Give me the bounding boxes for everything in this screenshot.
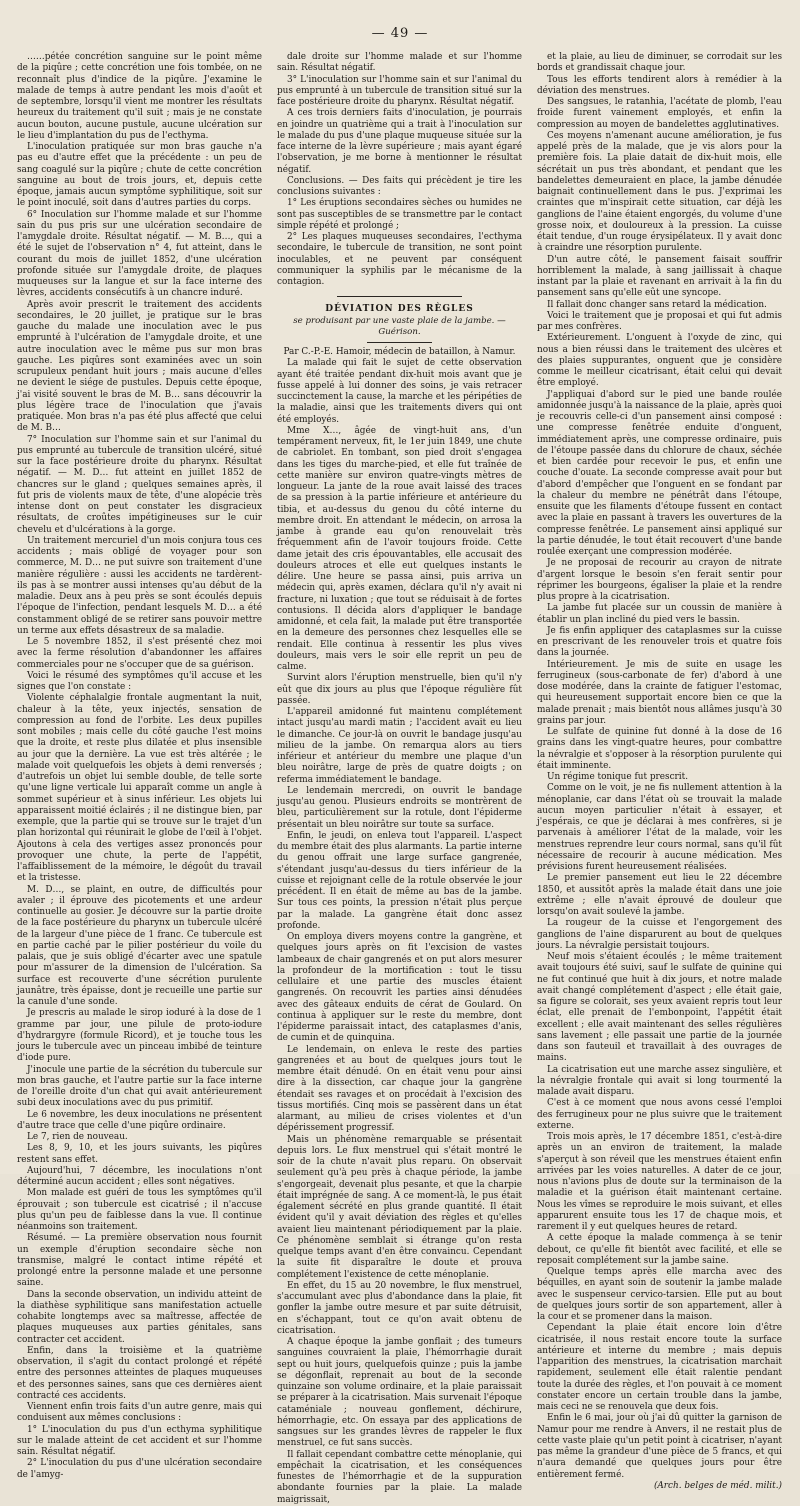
paragraph: 6° Inoculation sur l'homme malade et sur l'homme sain du pus pris sur une ulcération secondaire de l'amygdale droite. Résultat négatif. — M. B…, qui a été le sujet de l'observation n° 4, fut atteint, dans le courant du mois de juillet 1852, d'une ulcération profonde située sur l'amygdale droite, de plaques muqueuses sur la langue et sur la face interne des lèvres, accidents consécutifs à un chancre induré. [17,209,262,299]
paragraph: L'inoculation pratiquée sur mon bras gauche n'a pas eu d'autre effet que la précédente : un peu de sang coagulé sur la piqûre ; chute de cette concrétion sanguine au bout de trois jours, et, depuis cette époque, jamais aucun symptôme syphilitique, soit sur le point inoculé, soit dans d'autres parties du corps. [17,142,262,209]
paragraph: Je fis enfin appliquer des cataplasmes sur la cuisse en prescrivant de les renouveler trois et quatre fois dans la journée. [537,625,782,659]
paragraph: 3° L'inoculation sur l'homme sain et sur l'animal du pus emprunté à un tubercule de transition situé sur la face postérieure droite du pharynx. Résultat négatif. [277,74,522,107]
paragraph: Trois mois après, le 17 décembre 1851, c'est-à-dire après un an environ de traitement, la malade s'aperçut à son réveil que les menstrues étaient enfin arrivées par les voies naturelles. A dater de ce jour, nous n'avions plus de doute sur la terminaison de la maladie et la guérison était maintenant certaine. Nous les vîmes se reproduire le mois suivant, et elles apparurent ensuite tous les 17 de chaque mois, et rarement il y eut quelques heures de retard. [537,1132,782,1232]
paragraph: C'est à ce moment que nous avons cessé l'emploi des ferrugineux pour ne plus suivre que le traitement externe. [537,1098,782,1131]
paragraph: Le lendemain, on enleva le reste des parties gangrenées et au bout de quelques jours tout le membre était dénudé. On en était venu pour ainsi dire à la dissection, car chaque jour la gangrène étendait ses ravages et on procédait à l'excision des tissus mortifiés. Cinq mois se passèrent dans un état alarmant, au milieu de crises violentes et d'un dépérissement progressif. [277,1044,522,1134]
paragraph: Le 7, rien de nouveau. [27,1132,128,1142]
paragraph: La malade qui fait le sujet de cette observation ayant été traitée pendant dix-huit mois avant que je fusse appelé à lui donner des soins, je vais retracer succinctement la cause, la marche et les péripéties de la maladie, ainsi que les traitements divers qui ont été employés. [277,358,522,425]
paragraph: Extérieurement. L'onguent à l'oxyde de zinc, qui nous a bien réussi dans le traitement des ulcères et des plaies suppurantes, onguent que je considère comme le meilleur cicatrisant, était celui qui devait être employé. [537,333,782,389]
paragraph: Voici le traitement que je proposai et qui fut admis par mes confrères. [537,310,782,332]
paragraph: Un traitement mercuriel d'un mois conjura tous ces accidents ; mais obligé de voyager pour son commerce, M. D… ne put suivre son traitement d'une manière régulière : aussi les accidents ne tardèrent-ils pas à se montrer aussi intenses qu'au début de la maladie. Deux ans à peu près se sont écoulés depuis l'époque de l'infection, pendant lesquels M. D… a été constamment obligé de se retirer sans pouvoir mettre un terme aux effets désastreux de sa maladie. [17,535,262,636]
article-author: Par C.-P.-E. Hamoir, médecin de bataillon, à Namur. [283,347,516,357]
paragraph: M. D…, se plaint, en outre, de difficultés pour avaler ; il éprouve des picotements et une ardeur continuelle au gosier. Je découvre sur la partie droite de la face postérieure du pharynx un tubercule ulcéré de la largeur d'une pièce de 1 franc. Ce tubercule est en partie caché par le pilier postérieur du voile du palais, que je suis obligé d'écarter avec une spatule pour m'assurer de la dimension de l'ulcération. Sa surface est recouverte d'une sécrétion purulente jaunâtre, très épaisse, dont je recueille une partie sur la canule d'une sonde. [17,884,262,1007]
article-body [277,358,522,1506]
paragraph: La rougeur de la cuisse et l'engorgement des ganglions de l'aine disparurent au bout de quelques jours. La névralgie persistait toujours. [537,918,782,951]
paragraph: J'appliquai d'abord sur le pied une bande roulée amidonnée jusqu'à la naissance de la plaie, après quoi je recouvris celle-ci d'un pansement ainsi composé : une compresse fenêtrée enduite d'onguent, immédiatement après, une compresse ordinaire, puis de l'étoupe passée dans du chlorure de chaux, séchée et bien cardée pour recevoir le pus, et enfin une couche d'ouate. La seconde compresse avait pour but d'abord d'empêcher que l'onguent en se fondant par la chaleur du membre ne pénétrât dans l'étoupe, ensuite que les filaments d'étoupe fussent en contact avec la plaie en passant à travers les ouvertures de la compresse fenêtrée. Le pansement ainsi appliqué sur la partie dénudée, le tout était recouvert d'une bande roulée exerçant une compression modérée. [537,389,782,557]
paragraph: La cicatrisation eut une marche assez singulière, et la névralgie frontale qui avait si long tourmenté la malade avait disparu. [537,1064,782,1097]
paragraph: 1° Les éruptions secondaires sèches ou humides ne sont pas susceptibles de se transmettre par le contact simple répété et prolongé ; [277,198,522,231]
source-citation: (Arch. belges de méd. milit.) [653,1480,782,1491]
paragraph: Tous les efforts tendirent alors à remédier à la déviation des menstrues. [537,74,782,96]
paragraph: L'appareil amidonné fut maintenu complétement intact jusqu'au mardi matin ; l'accident avait eu lieu le dimanche. Ce jour-là on ouvrit le bandage jusqu'au milieu de la jambe. On remarqua alors au tiers inférieur et antérieur du membre une plaque d'un bleu noirâtre, large de près de quatre doigts ; on referma immédiatement le bandage. [277,707,522,785]
paragraph: Survint alors l'éruption menstruelle, bien qu'il n'y eût que dix jours au plus que l'époque régulière fût passée. [277,673,522,706]
paragraph: Mais un phénomène remarquable se présentait depuis lors. Le flux menstruel qui s'était montré le soir de la chute n'avait plus reparu. On observait seulement qu'à peu près à chaque période, la jambe s'engorgeait, devenait plus pesante, et que la charpie était imprégnée de sang. A ce moment-là, le pus était également sécrété en plus grande quantité. Il était évident qu'il y avait déviation des règles et qu'elles avaient lieu maintenant périodiquement par la plaie. Ce phénomène semblait si étrange qu'on resta quelque temps avant d'en être convaincu. Cependant la suite fit disparaître le doute et prouva complétement l'existence de cette ménoplanie. [277,1134,522,1280]
paragraph: Dans la seconde observation, un individu atteint de la diathèse syphilitique sans manifestation actuelle cohabite longtemps avec sa maîtresse, affectée de plaques muqueuses aux parties génitales, sans contracter cet accident. [17,1289,262,1345]
paragraph: Comme on le voit, je ne fis nullement attention à la ménoplanie, car dans l'état où se trouvait la malade aucun moyen particulier n'était à essayer, et j'espérais, ce que je déclarai à mes confrères, si je parvenais à améliorer l'état de la malade, voir les menstrues reprendre leur cours normal, sans qu'il fût nécessaire de recourir à aucune médication. Mes prévisions furent heureusement réalisées. [537,783,782,872]
paragraph: 7° Inoculation sur l'homme sain et sur l'animal du pus emprunté au tubercule de transition ulcéré, situé sur la face postérieure droite du pharynx. Résultat négatif. — M. D… fut atteint en juillet 1852 de chancres sur le gland ; quelques semaines après, il fut pris de violents maux de tête, d'une alopécie très intense dont on peut constater les disgracieux résultats, de croûtes impétigineuses sur le cuir chevelu et d'ulcérations à la gorge. [17,434,262,535]
paragraph: dale droite sur l'homme malade et sur l'homme sain. Résultat négatif. [277,52,522,74]
paragraph: Mon malade est guéri de tous les symptômes qu'il éprouvait ; son tubercule est cicatrisé ; il n'accuse plus qu'un peu de faiblesse dans la vue. Il continue néanmoins son traitement. [17,1188,262,1232]
paragraph: Intérieurement. Je mis de suite en usage les ferrugineux (sous-carbonate de fer) d'abord à une dose modérée, dans la crainte de fatiguer l'estomac, qui heureusement supportait encore bien ce que la malade prenait ; mais bientôt nous allâmes jusqu'à 30 grains par jour. [537,659,782,726]
article-subtitle: se produisant par une vaste plaie de la jambe. — Guérison. [293,315,506,337]
paragraph: ……pétée concrétion sanguine sur le point même de la piqûre ; cette concrétion une fois tombée, on ne reconnaît plus d'indice de la piqûre. J'examine le malade de temps à autre pendant les mois d'août et de septembre, lorsqu'il vient me montrer les résultats heureux du traitement qu'il suit ; mais je ne constate aucun bouton, aucune pustule, aucune ulcération sur le lieu d'implantation du pus de l'ecthyma. [17,52,262,141]
paragraph: Des sangsues, le ratanhia, l'acétate de plomb, l'eau froide furent vainement employés, et enfin la compression au moyen de bandelettes agglutinatives. [537,97,782,130]
paragraph: Après avoir prescrit le traitement des accidents secondaires, le 20 juillet, je pratique sur le bras gauche du malade une inoculation avec le pus emprunté à l'ulcération de l'amygdale droite, et une autre inoculation avec le même pus sur mon bras gauche. Les piqûres sont examinées avec un soin scrupuleux pendant huit jours ; mais aucune d'elles ne devient le siége de pustules. Depuis cette époque, j'ai visité souvent le bras de M. B… sans découvrir la plus légère trace de l'inoculation que j'avais pratiquée. Mon bras n'a pas été plus affecté que celui de M. B… [17,299,262,434]
paragraph: Ces moyens n'amenant aucune amélioration, je fus appelé près de la malade, que je vis alors pour la première fois. La plaie datait de dix-huit mois, elle sécrétait un pus très abondant, et pendant que les bandelettes demeuraient en place, la jambe dénudée baignait continuellement dans le pus. J'exprimai les craintes que m'inspirait cette situation, car déjà les ganglions de l'aine étaient engorgés, du volume d'une grosse noix, et douloureux à la pression. La cuisse était tendue, d'un rouge érysipélateux. Il y avait donc à craindre une résorption purulente. [537,130,782,254]
paragraph: Enfin le 6 mai, jour où j'ai dû quitter la garnison de Namur pour me rendre à Anvers, il ne restait plus de cette vaste plaie qu'un petit point à cicatriser, n'ayant pas même la grandeur d'une pièce de 5 francs, et qui n'aura demandé que quelques jours pour être entièrement fermé. [537,1413,782,1480]
article-body-continued [537,52,782,1481]
paragraph: et la plaie, au lieu de diminuer, se corrodait sur les bords et grandissait chaque jour. [537,52,782,74]
paragraph: Le 6 novembre, les deux inoculations ne présentent d'autre trace que celle d'une piqûre ordinaire. [17,1109,262,1131]
paragraph: A ces trois derniers faits d'inoculation, je pourrais en joindre un quatrième qui a trait à l'inoculation sur le malade du pus d'une plaque muqueuse située sur la face interne de la lèvre supérieure ; mais ayant égaré l'observation, je me borne à mentionner le résultat négatif. [277,108,522,175]
paragraph: Voici le résumé des symptômes qu'il accuse et les signes que l'on constate : [17,670,262,692]
paragraph: Le premier pansement eut lieu le 22 décembre 1850, et aussitôt après la malade était dans une joie extrême ; elle n'avait éprouvé de douleur que lorsqu'on avait soulevé la jambe. [537,873,782,917]
paragraph: Un régime tonique fut prescrit. [547,772,689,782]
paragraph: Je prescris au malade le sirop ioduré à la dose de 1 gramme par jour, une pilule de proto-iodure d'hydrargyre (formule Ricord), et je touche tous les jours le tubercule avec un pinceau imbibé de teinture d'iode pure. [17,1008,262,1064]
section-divider [337,296,462,297]
paragraph: 1° L'inoculation du pus d'un ecthyma syphilitique sur le malade atteint de cet accident et sur l'homme sain. Résultat négatif. [17,1424,262,1457]
section-divider [367,342,432,343]
paragraph: Le sulfate de quinine fut donné à la dose de 16 grains dans les vingt-quatre heures, pour combattre la névralgie et s'opposer à la résorption purulente qui était imminente. [537,727,782,771]
paragraph: Enfin, dans la troisième et la quatrième observation, il s'agit du contact prolongé et répété entre des personnes atteintes de plaques muqueuses et des personnes saines, sans que ces dernières aient contracté ces accidents. [17,1345,262,1401]
paragraph: Quelque temps après elle marcha avec des béquilles, en ayant soin de soutenir la jambe malade avec le suspenseur cervico-tarsien. Elle put au bout de quelques jours sortir de son appartement, aller à la cour et se promener dans la maison. [537,1267,782,1322]
paragraph: Le 5 novembre 1852, il s'est présenté chez moi avec la ferme résolution d'abandonner les affaires commerciales pour ne s'occuper que de sa guérison. [17,637,262,670]
paragraph: Le lendemain mercredi, on ouvrit le bandage jusqu'au genou. Plusieurs endroits se montrèrent de bleu, particulièrement sur la rotule, dont l'épiderme présentait un bleu noirâtre sur toute sa surface. [277,785,522,830]
paragraph: Viennent enfin trois faits d'un autre genre, mais qui conduisent aux mêmes conclusions : [17,1402,262,1424]
conclusions-section [277,52,522,288]
paragraph: Il fallait cependant combattre cette ménoplanie, qui empêchait la cicatrisation, et les conséquences funestes de l'hémorrhagie et de la suppuration abondante fournies par la plaie. La malade maigrissait, [277,1449,522,1505]
paragraph: Je ne proposai de recourir au crayon de nitrate d'argent lorsque le besoin s'en ferait sentir pour réprimer les bourgeons, égaliser la plaie et la rendre plus propre à la cicatrisation. [537,558,782,602]
column-right [537,52,782,1492]
paragraph: Aujourd'hui, 7 décembre, les inoculations n'ont déterminé aucun accident ; elles sont négatives. [17,1165,262,1187]
paragraph: Mme X…, âgée de vingt-huit ans, d'un tempérament nerveux, fit, le 1er juin 1849, une chute de cabriolet. En tombant, son pied droit s'engagea dans les tiges du marche-pied, et elle fut traînée de cette manière sur environ quatre-vingts mètres de longueur. La jante de la roue avait laissé des traces de sa pression à la partie inférieure et antérieure du tibia, et au-dessus du genou du côté interne du membre droit. En attendant le médecin, on arrosa la jambe à grande eau qu'on renouvelait très fréquemment afin de l'avoir toujours froide. Cette dame jetait des cris épouvantables, elle accusait des douleurs atroces et elle eut quelques instants le délire. Une heure se passa ainsi, puis arriva un médecin qui, après examen, déclara qu'il n'y avait ni fracture, ni luxation ; que tout se réduisait à de fortes contusions. Il décida alors d'appliquer le bandage amidonné, et cela fait, la malade put être transportée en la demeure des personnes chez lesquelles elle se rendait. Elle continua à ressentir les plus vives douleurs, mais vers le soir elle reprit un peu de calme. [277,425,522,672]
page-number: — 49 — [371,26,429,41]
paragraph: J'inocule une partie de la sécrétion du tubercule sur mon bras gauche, et l'autre partie sur la face interne de l'oreille droite d'un chat qui avait antérieurement subi deux inoculations avec du pus primitif. [17,1064,262,1109]
paragraph: Il fallait donc changer sans retard la médication. [547,299,767,310]
paragraph: On employa divers moyens contre la gangrène, et quelques jours après on fit l'excision de vastes lambeaux de chair gangrenés et on put alors mesurer la profondeur de la mortification : tout le tissu cellulaire et une partie des muscles étaient gangrenés. On recouvrit les parties ainsi dénudées avec des gâteaux enduits de cérat de Goulard. On continua à appliquer sur le reste du membre, dont l'épiderme paraissait intact, des cataplasmes d'anis, de cumin et de quinquina. [277,932,522,1044]
column-middle [277,52,522,1506]
paragraph: D'un autre côté, le pansement faisait souffrir horriblement la malade, à sang jaillissait à chaque instant par la plaie et ravenant en arrivait à la fin du pansement sans qu'elle eût une syncope. [537,254,782,299]
paragraph: A chaque époque la jambe gonflait ; des tumeurs sanguines couvraient la plaie, l'hémorrhagie durait sept ou huit jours, quelquefois quinze ; puis la jambe se dégonflait, reprenait au bout de la seconde quinzaine son volume ordinaire, et la plaie paraissait se préparer à la cicatrisation. Mais survenait l'époque cataméniale ; nouveau gonflement, déchirure, hémorrhagie, etc. On essaya par des applications de sangsues sur les grandes lèvres de rappeler le flux menstruel, ce fut sans succès. [277,1337,522,1449]
paragraph: Cependant la plaie était encore loin d'être cicatrisée, il nous restait encore toute la surface antérieure et interne du membre ; mais depuis l'apparition des menstrues, la cicatrisation marchait rapidement, seulement elle était ralentie pendant toute la durée des règles, et l'on pouvait à ce moment constater encore un certain trouble dans la jambe, mais ceci ne se renouvela que deux fois. [537,1323,782,1412]
paragraph: La jambe fut placée sur un coussin de manière à établir un plan incliné du pied vers le bassin. [537,603,782,625]
paragraph: 2° L'inoculation du pus d'une ulcération secondaire de l'amyg- [17,1458,262,1480]
paragraph: Résumé. — La première observation nous fournit un exemple d'éruption secondaire sèche non transmise, malgré le contact intime répété et prolongé entre la personne malade et une personne saine. [17,1233,262,1289]
paragraph: Conclusions. — Des faits qui précèdent je tire les conclusions suivantes : [277,175,522,197]
paragraph: 2° Les plaques muqueuses secondaires, l'ecthyma secondaire, le tubercule de transition, ne sont point inoculables, et ne peuvent par conséquent communiquer la syphilis par le mécanisme de la contagion. [277,232,522,287]
paragraph: A cette époque la malade commença à se tenir debout, ce qu'elle fit bientôt avec facilité, et elle se reposait complétement sur la jambe saine. [537,1233,782,1266]
paragraph: Les 8, 9, 10, et les jours suivants, les piqûres restent sans effet. [17,1143,262,1165]
column-left [17,52,262,1481]
article-title: DÉVIATION DES RÈGLES [325,304,474,315]
paragraph: Neuf mois s'étaient écoulés ; le même traitement avait toujours été suivi, sauf le sulfate de quinine qui ne fut continué que huit à dix jours, et notre malade avait changé complétement d'aspect ; elle était gaie, sa figure se colorait, ses yeux avaient repris tout leur éclat, elle prenait de l'embonpoint, l'appétit était excellent ; elle avait maintenant des selles régulières sans lavement ; elle passait une partie de la journée dans son fauteuil et travaillait à des ouvrages de mains. [537,952,782,1064]
paragraph: Enfin, le jeudi, on enleva tout l'appareil. L'aspect du membre était des plus alarmants. La partie interne du genou offrait une large surface gangrenée, s'étendant jusqu'au-dessus du tiers inférieur de la cuisse et rejoignant celle de la rotule observée le jour précédent. Il en était de même au bas de la jambe. Sur tous ces points, la pression n'était plus perçue par la malade. La gangrène était donc assez profonde. [277,830,522,931]
paragraph: En effet, du 15 au 20 novembre, le flux menstruel, s'accumulant avec plus d'abondance dans la plaie, fit gonfler la jambe outre mesure et par suite détruisit, en s'échappant, tout ce qu'on avait obtenu de cicatrisation. [277,1280,522,1336]
paragraph: Violente céphalalgie frontale augmentant la nuit, chaleur à la tête, yeux injectés, sensation de compression au fond de l'orbite. Les deux pupilles sont mobiles ; mais celle du côté gauche l'est moins que la droite, et reste plus dilatée et plus insensible au jour que la dernière. La vue est très altérée ; le malade voit quelquefois les objets à demi renversés ; d'autrefois un objet lui semble double, de telle sorte qu'une ligne verticale lui apparaît comme un angle à sommet supérieur et à sinus inférieur. Les objets lui apparaissent moitié éclairés ; il ne distingue bien, par exemple, que la partie qui se trouve sur le trajet d'un plan horizontal qui réunirait le globe de l'œil à l'objet. Ajoutons à cela des vertiges assez prononcés pour provoquer une chute, la perte de l'appétit, l'affaiblissement de la mémoire, le dégoût du travail et la tristesse. [17,693,262,884]
